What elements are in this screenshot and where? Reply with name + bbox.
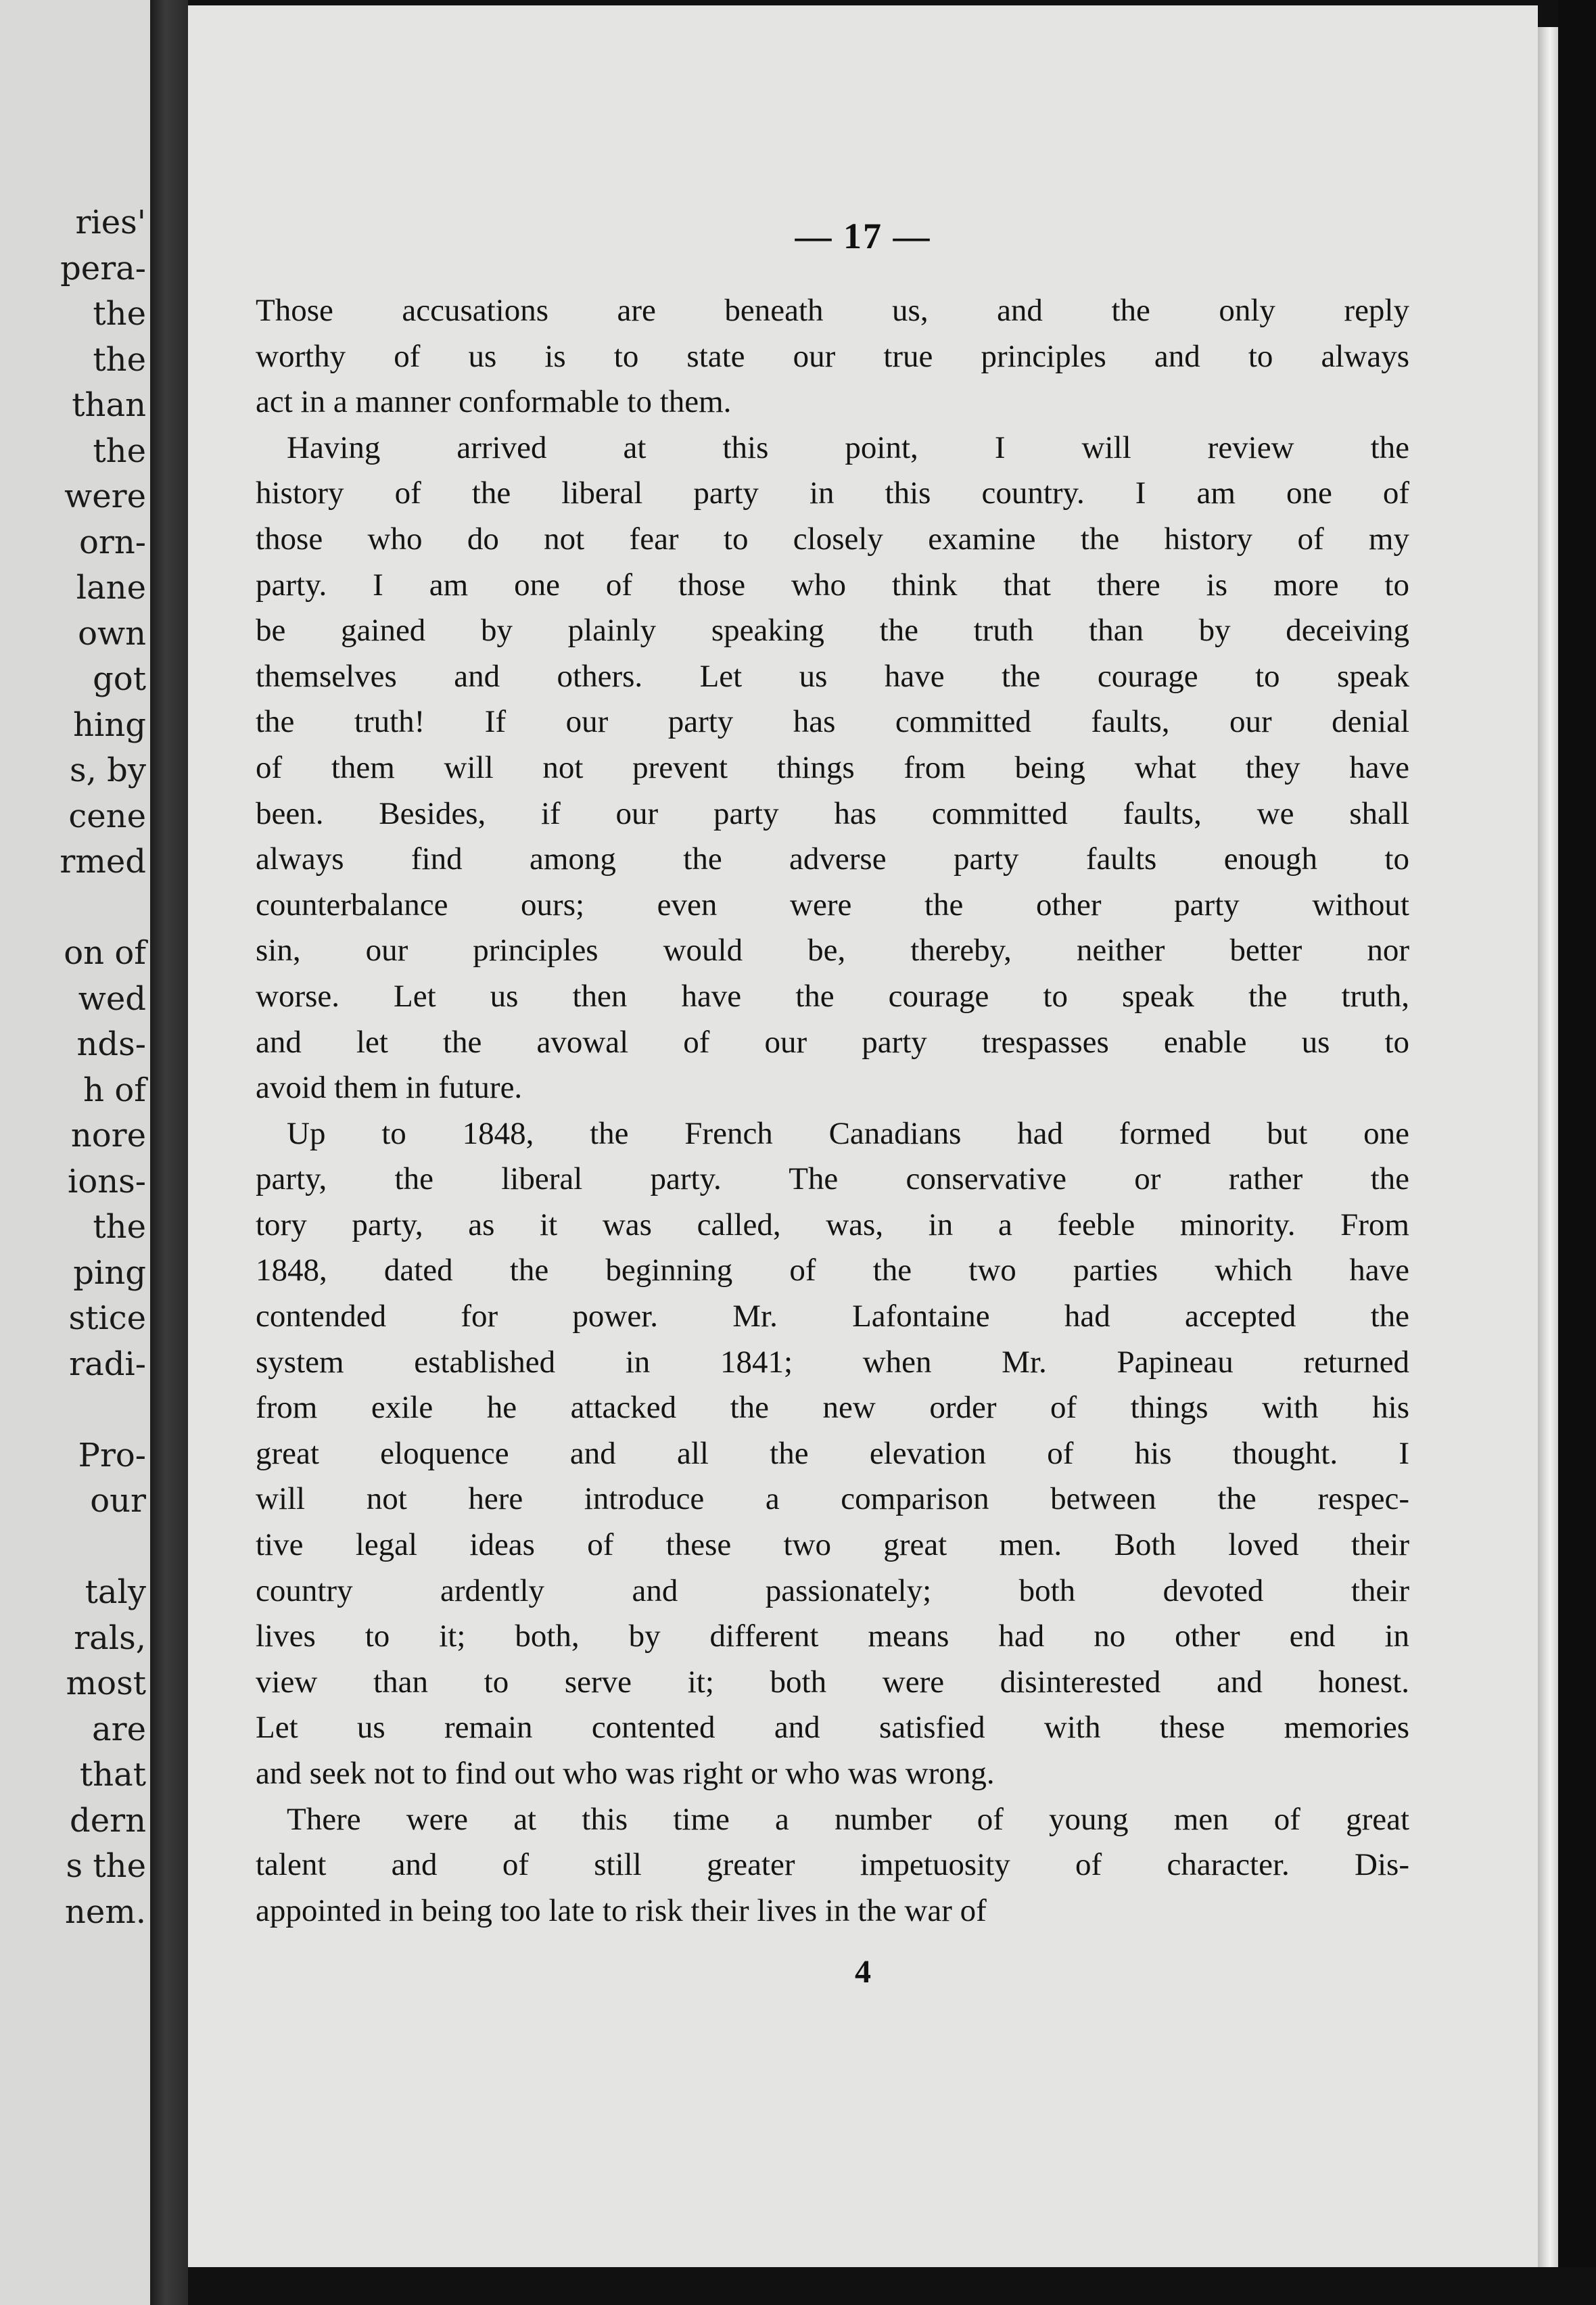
facing-page-fragment: lane [76,569,146,607]
text-line: themselves and others. Let us have the courage to speak [256,658,1409,694]
facing-page-fragment: most [66,1664,146,1702]
facing-page-fragment: stice [68,1299,146,1337]
facing-page-fragment: rals, [74,1619,146,1657]
facing-page-fragment: wed [78,979,146,1018]
facing-page-fragment: our [90,1482,146,1520]
facing-page-text-fragments [0,200,146,1935]
facing-page-fragment: the [93,340,146,379]
signature-mark: 4 [855,1954,871,1990]
text-line: those who do not fear to closely examine the history of my [256,521,1409,557]
page-number: — 17 — [795,216,931,256]
text-line: Having arrived at this point, I will review the [287,429,1409,465]
facing-page-fragment: the [93,1208,146,1246]
facing-page-fragment: the [93,295,146,333]
facing-page-fragment: orn- [79,523,146,561]
facing-page-fragment: Pro- [78,1436,146,1474]
text-line: and seek not to find out who was right or who was wrong. [256,1756,995,1791]
text-line: Let us remain contented and satisfied with these memories [256,1710,1409,1746]
facing-page-fragment: rmed [60,843,146,881]
facing-page-fragment: were [64,478,146,515]
text-line: worse. Let us then have the courage to speak the truth, [256,978,1409,1014]
facing-page-fragment: that [79,1756,146,1794]
facing-page-fragment [0,1524,146,1570]
facing-page-fragment: radi- [69,1345,146,1383]
facing-page-fragment: s the [66,1847,146,1885]
text-line: Up to 1848, the French Canadians had formed but one [287,1115,1409,1151]
text-line: There were at this time a number of young men of great [287,1801,1409,1837]
text-line: from exile he attacked the new order of things with his [256,1390,1409,1426]
facing-page-fragment: nds- [76,1025,146,1063]
text-line: and let the avowal of our party trespasses enable us to [256,1024,1409,1060]
text-line: great eloquence and all the elevation of his thought. I [256,1435,1409,1471]
text-line: view than to serve it; both were disinterested and honest. [256,1664,1409,1700]
facing-page-fragment: taly [85,1573,146,1611]
facing-page-fragment: hing [73,705,146,744]
facing-page-fragment: cene [68,797,146,835]
text-line: system established in 1841; when Mr. Papineau returned [256,1344,1409,1380]
facing-page-edge [0,0,150,2305]
text-line: avoid them in future. [256,1070,523,1106]
text-line: of them will not prevent things from being what they have [256,749,1409,785]
page-body-text [256,288,1409,1934]
page-stack-edge [1538,27,1558,2267]
facing-page-fragment: nore [70,1117,146,1155]
text-line: history of the liberal party in this country. I am one of [256,475,1409,511]
text-line: lives to it; both, by different means had no other end in [256,1619,1409,1654]
facing-page-fragment: on of [64,934,146,972]
text-line: tory party, as it was called, was, in a feeble minority. From [256,1207,1409,1242]
text-line: been. Besides, if our party has committed faults, we shall [256,795,1409,831]
text-line: be gained by plainly speaking the truth than by deceiving [256,613,1409,649]
paragraph [256,288,1409,425]
facing-page-fragment: h of [83,1071,146,1109]
paragraph [256,425,1409,1111]
facing-page-fragment: than [72,386,146,424]
facing-page-fragment: own [78,614,146,653]
facing-page-fragment: nem. [64,1892,146,1931]
book-gutter [150,0,188,2305]
text-line: counterbalance ours; even were the other party without [256,887,1409,923]
text-line: party. I am one of those who think that there is more to [256,567,1409,603]
facing-page-fragment: s, by [70,751,146,789]
text-line: tive legal ideas of these two great men. Both loved their [256,1527,1409,1563]
scan-background-bottom [188,2267,1596,2305]
text-line: Those accusations are beneath us, and the only reply [256,293,1409,328]
facing-page-fragment: ping [73,1253,146,1292]
book-page [188,5,1538,2267]
text-line: appointed in being too late to risk their lives in the war of [256,1892,987,1928]
facing-page-fragment: ions- [67,1162,146,1201]
facing-page-fragment: dern [70,1801,146,1840]
text-line: worthy of us is to state our true principles and to always [256,338,1409,374]
facing-page-fragment: pera- [60,249,146,287]
paragraph [256,1797,1409,1934]
facing-page-fragment: ries' [75,204,146,241]
text-line: talent and of still greater impetuosity of character. Dis- [256,1847,1409,1883]
text-line: party, the liberal party. The conservative or rather the [256,1161,1409,1197]
paragraph [256,1111,1409,1797]
facing-page-fragment: got [93,660,146,698]
text-line: act in a manner conformable to them. [256,384,732,420]
facing-page-fragment [0,885,146,931]
text-line: the truth! If our party has committed faults, our denial [256,704,1409,740]
text-line: always find among the adverse party faults enough to [256,841,1409,877]
facing-page-fragment: the [93,432,146,470]
facing-page-fragment: are [92,1710,146,1748]
text-line: will not here introduce a comparison between the respec- [256,1481,1409,1517]
text-line: country ardently and passionately; both devoted their [256,1573,1409,1608]
text-line: sin, our principles would be, thereby, neither better nor [256,933,1409,969]
text-line: 1848, dated the beginning of the two parties which have [256,1253,1409,1288]
scan-background-right [1558,0,1596,2305]
facing-page-fragment [0,1387,146,1433]
text-line: contended for power. Mr. Lafontaine had accepted the [256,1299,1409,1334]
